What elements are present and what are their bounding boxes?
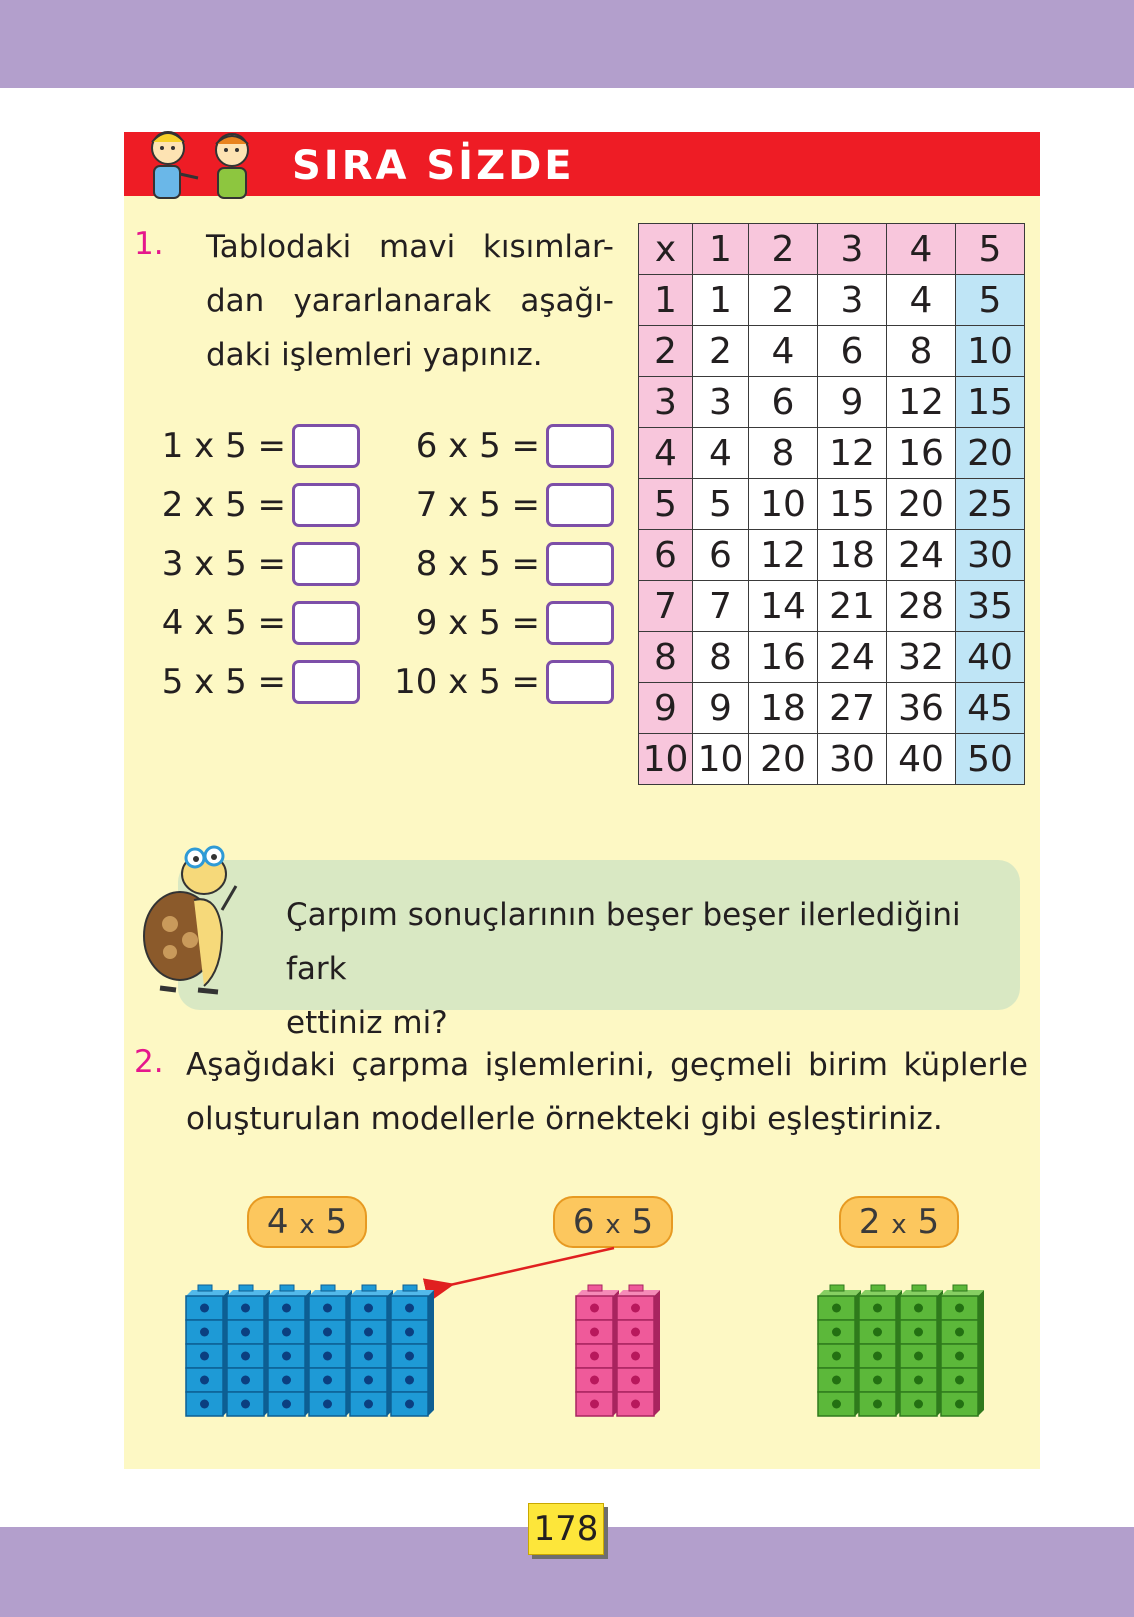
table-header-cell: 5 xyxy=(956,224,1025,275)
table-cell: 18 xyxy=(818,530,887,581)
question-1-line: dan yararlanarak aşağı- xyxy=(206,283,614,319)
cube-column xyxy=(350,1285,393,1416)
table-cell: 27 xyxy=(818,683,887,734)
expression-factor: 4 xyxy=(266,1202,289,1242)
cube-column xyxy=(859,1285,902,1416)
table-cell: 1 xyxy=(693,275,749,326)
table-cell: 10 xyxy=(693,734,749,785)
table-cell: 7 xyxy=(693,581,749,632)
table-cell: 45 xyxy=(956,683,1025,734)
expression-operator: x xyxy=(605,1210,621,1240)
table-cell: 32 xyxy=(887,632,956,683)
table-cell: 18 xyxy=(749,683,818,734)
equation-expression: 3 x 5 = xyxy=(161,544,286,584)
table-row-header: 1 xyxy=(639,275,693,326)
page-number: 178 xyxy=(528,1503,604,1555)
table-cell: 6 xyxy=(818,326,887,377)
table-row-header: 7 xyxy=(639,581,693,632)
table-cell: 40 xyxy=(887,734,956,785)
table-cell: 6 xyxy=(749,377,818,428)
table-cell: 10 xyxy=(956,326,1025,377)
table-cell: 15 xyxy=(956,377,1025,428)
table-row-header: 8 xyxy=(639,632,693,683)
cube-column xyxy=(309,1285,352,1416)
table-cell: 12 xyxy=(749,530,818,581)
table-cell: 4 xyxy=(693,428,749,479)
table-cell: 30 xyxy=(818,734,887,785)
table-cell: 40 xyxy=(956,632,1025,683)
cube-column xyxy=(268,1285,311,1416)
question-2-line: Aşağıdaki çarpma işlemlerini, geçmeli birim küplerle xyxy=(186,1047,1028,1083)
table-cell: 36 xyxy=(887,683,956,734)
table-cell: 12 xyxy=(818,428,887,479)
question-2-line: oluşturulan modellerle örnekteki gibi eşleştiriniz. xyxy=(186,1101,943,1137)
equation-expression: 2 x 5 = xyxy=(161,485,286,525)
table-cell: 3 xyxy=(818,275,887,326)
table-header-cell: 4 xyxy=(887,224,956,275)
table-row-header: 3 xyxy=(639,377,693,428)
table-cell: 20 xyxy=(749,734,818,785)
cube-column xyxy=(941,1285,984,1416)
expression-operator: x xyxy=(891,1210,907,1240)
cube-column xyxy=(900,1285,943,1416)
expression-factor: 5 xyxy=(631,1202,654,1242)
cube-column xyxy=(617,1285,660,1416)
table-cell: 35 xyxy=(956,581,1025,632)
table-cell: 28 xyxy=(887,581,956,632)
table-cell: 12 xyxy=(887,377,956,428)
table-row-header: 4 xyxy=(639,428,693,479)
table-cell: 24 xyxy=(818,632,887,683)
table-header-cell: 2 xyxy=(749,224,818,275)
table-cell: 50 xyxy=(956,734,1025,785)
cube-column xyxy=(391,1285,434,1416)
table-cell: 5 xyxy=(693,479,749,530)
note-line: ettiniz mi? xyxy=(286,1005,448,1041)
expression-factor: 2 xyxy=(858,1202,881,1242)
table-cell: 4 xyxy=(749,326,818,377)
green-cube-model[interactable] xyxy=(818,1285,984,1416)
equation-expression: 6 x 5 = xyxy=(415,426,540,466)
table-header-cell: 1 xyxy=(693,224,749,275)
table-cell: 14 xyxy=(749,581,818,632)
equation-expression: 7 x 5 = xyxy=(415,485,540,525)
table-cell: 16 xyxy=(749,632,818,683)
equation-expression: 10 x 5 = xyxy=(394,662,540,702)
equation-expression: 4 x 5 = xyxy=(161,603,286,643)
table-cell: 6 xyxy=(693,530,749,581)
question-2-number: 2. xyxy=(134,1044,164,1080)
table-cell: 30 xyxy=(956,530,1025,581)
expression-operator: x xyxy=(299,1210,315,1240)
table-cell: 8 xyxy=(887,326,956,377)
table-row-header: 10 xyxy=(639,734,693,785)
pink-cube-model[interactable] xyxy=(576,1285,660,1416)
question-1-number: 1. xyxy=(134,226,164,262)
table-cell: 25 xyxy=(956,479,1025,530)
table-cell: 9 xyxy=(693,683,749,734)
cube-column xyxy=(576,1285,619,1416)
cube-column xyxy=(186,1285,229,1416)
table-header-cell: 3 xyxy=(818,224,887,275)
note-line: Çarpım sonuçlarının beşer beşer ilerlediğini fark xyxy=(286,897,961,987)
table-cell: 10 xyxy=(749,479,818,530)
table-cell: 2 xyxy=(693,326,749,377)
expression-factor: 5 xyxy=(917,1202,940,1242)
expression-factor: 6 xyxy=(572,1202,595,1242)
equation-expression: 5 x 5 = xyxy=(161,662,286,702)
cube-column xyxy=(818,1285,861,1416)
table-cell: 4 xyxy=(887,275,956,326)
blue-cube-model[interactable] xyxy=(186,1285,434,1416)
question-1-line: Tablodaki mavi kısımlar- xyxy=(206,229,614,265)
table-cell: 5 xyxy=(956,275,1025,326)
table-row-header: 2 xyxy=(639,326,693,377)
table-cell: 8 xyxy=(749,428,818,479)
table-cell: 2 xyxy=(749,275,818,326)
table-cell: 16 xyxy=(887,428,956,479)
table-row-header: 5 xyxy=(639,479,693,530)
table-row-header: 9 xyxy=(639,683,693,734)
cube-column xyxy=(227,1285,270,1416)
table-row-header: 6 xyxy=(639,530,693,581)
table-header-cell: x xyxy=(639,224,693,275)
example-arrow xyxy=(450,1248,614,1285)
table-cell: 24 xyxy=(887,530,956,581)
table-cell: 20 xyxy=(887,479,956,530)
table-cell: 3 xyxy=(693,377,749,428)
equation-expression: 8 x 5 = xyxy=(415,544,540,584)
table-cell: 8 xyxy=(693,632,749,683)
equation-expression: 1 x 5 = xyxy=(161,426,286,466)
equation-expression: 9 x 5 = xyxy=(415,603,540,643)
question-1-line: daki işlemleri yapınız. xyxy=(206,337,543,373)
section-title: SIRA SİZDE xyxy=(292,143,575,189)
expression-factor: 5 xyxy=(325,1202,348,1242)
table-cell: 15 xyxy=(818,479,887,530)
table-cell: 21 xyxy=(818,581,887,632)
table-cell: 9 xyxy=(818,377,887,428)
table-cell: 20 xyxy=(956,428,1025,479)
